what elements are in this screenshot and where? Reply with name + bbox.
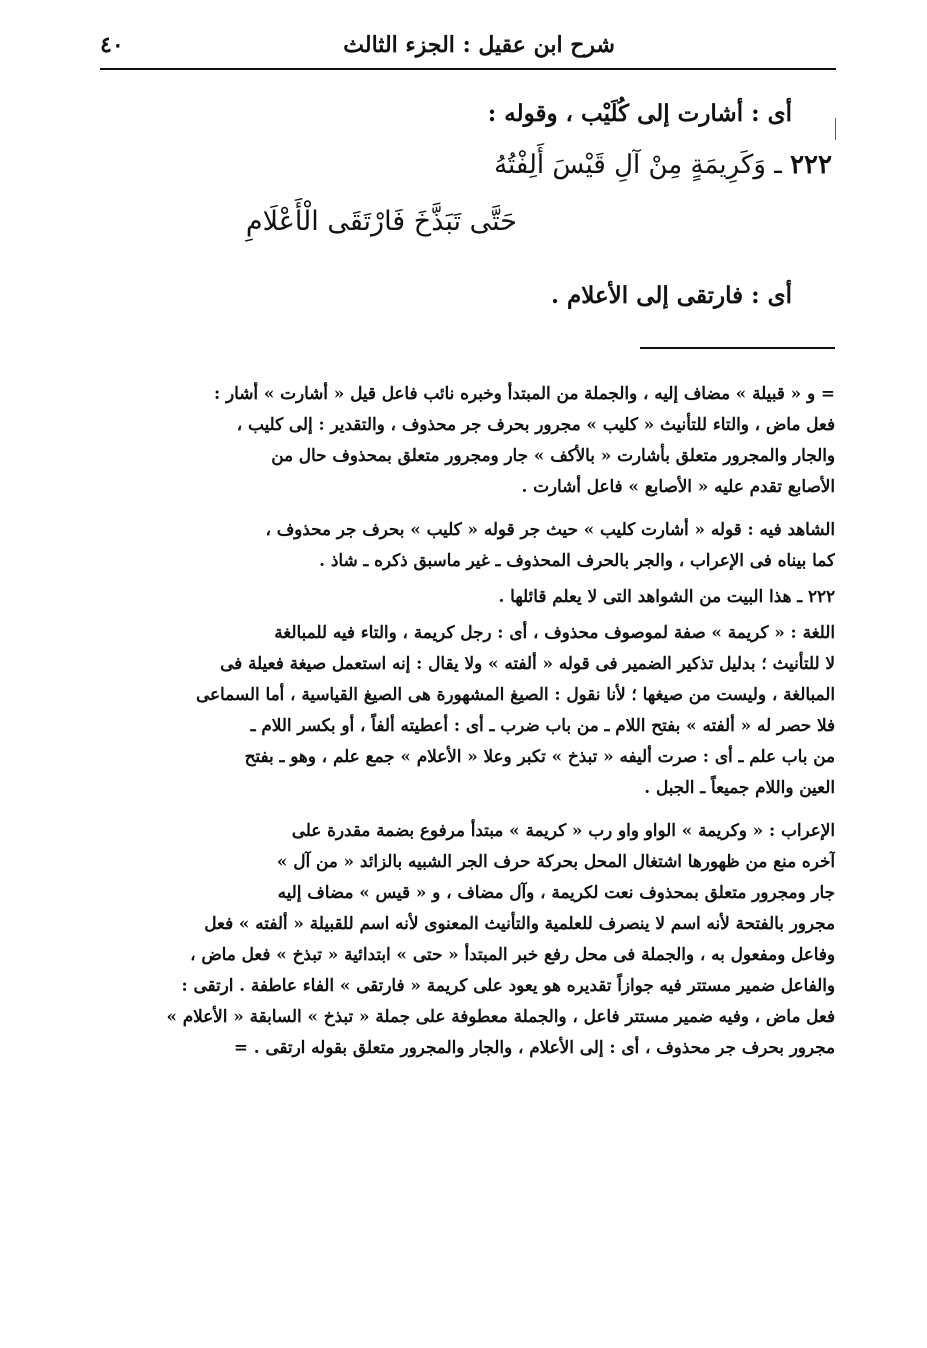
footnote-line: والفاعل ضمير مستتر فيه جوازاً تقديره هو يعود على كريمة « فارتقى » الفاء عاطفة . ارتقى : — [181, 975, 835, 995]
footnote-line: لا للتأنيث ؛ بدليل تذكير الضمير فى قوله « ألفته » ولا يقال : إنه استعمل صيغة فعيلة فى — [220, 653, 835, 673]
footnote-line: فلا حصر له « ألفته » بفتح اللام ـ من باب ضرب ـ أى : أعطيته ألفاً ، أو بكسر اللام ـ — [250, 715, 835, 735]
footnote-line: من باب علم ـ أى : صرت أليفه « تبذخ » تكبر وعلا « الأعلام » جمع علم ، وهو ـ بفتح — [244, 746, 835, 766]
footnote-line: وفاعل ومفعول به ، والجملة فى محل رفع خبر المبتدأ « حتى » ابتدائية « تبذخ » فعل ماض ، — [190, 944, 835, 964]
verse-second-hemistich: حَتَّى تَبَذَّخَ فَارْتَقَى الْأَعْلَامِ — [245, 206, 517, 237]
footnote-line: فعل ماض ، والتاء للتأنيث « كليب » مجرور بحرف جر محذوف ، والتقدير : إلى كليب ، — [236, 414, 835, 434]
footnote-irab — [90, 815, 835, 1063]
footnote-shahid — [90, 514, 835, 576]
page-number: ٤٠ — [100, 32, 124, 58]
footnotes — [90, 378, 835, 1063]
footnote-line: مجرور بالفتحة لأنه اسم لا ينصرف للعلمية والتأنيث المعنوى لأنه اسم للقبيلة « ألفته » فعل — [204, 913, 835, 933]
footnote-line: = و « قبيلة » مضاف إليه ، والجملة من المبتدأ وخبره نائب فاعل قيل « أشارت » أشار : — [214, 383, 835, 403]
verse-number: ٢٢٢ — [790, 150, 832, 180]
footnote-line: الإعراب : « وكريمة » الواو واو رب « كريمة » مبتدأ مرفوع بضمة مقدرة على — [291, 820, 835, 840]
footnote-line: ٢٢٢ ـ هذا البيت من الشواهد التى لا يعلم قائلها . — [498, 586, 835, 606]
verse-gloss: أى : فارتقى إلى الأعلام . — [550, 282, 792, 309]
footnote-continuation — [90, 378, 835, 502]
running-header — [100, 26, 830, 66]
running-title: شرح ابن عقيل : الجزء الثالث — [343, 32, 615, 58]
footnote-line: اللغة : « كريمة » صفة لموصوف محذوف ، أى : رجل كريمة ، والتاء فيه للمبالغة — [274, 622, 835, 642]
footnote-lugha — [90, 617, 835, 803]
verse-hemistich-1-text: ـ وَكَرِيمَةٍ مِنْ آلِ قَيْسَ أَلِفْتُهُ — [494, 150, 782, 180]
footnote-line: مجرور بحرف جر محذوف ، أى : إلى الأعلام ، والجار والمجرور متعلق بقوله ارتقى . = — [233, 1037, 835, 1057]
footnote-rule — [640, 347, 835, 349]
footnote-line: كما بيناه فى الإعراب ، والجر بالحرف المحذوف ـ غير ماسبق ذكره ـ شاذ . — [319, 550, 835, 570]
footnote-line: والجار والمجرور متعلق بأشارت « بالأكف » جار ومجرور متعلق بمحذوف حال من — [271, 445, 835, 465]
header-rule — [100, 68, 836, 70]
footnote-line: المبالغة ، وليست من صيغها ؛ لأنا نقول : الصيغ المشهورة هى الصيغ القياسية ، أما السماعى — [196, 684, 835, 704]
footnote-line: آخره منع من ظهورها اشتغال المحل بحركة حرف الجر الشبيه بالزائد « من آل » — [276, 851, 835, 871]
footnote-line: جار ومجرور متعلق بمحذوف نعت لكريمة ، وآل مضاف ، و « قيس » مضاف إليه — [277, 882, 835, 902]
footnote-line: العين واللام جميعاً ـ الجبل . — [644, 777, 835, 797]
footnote-line: فعل ماض ، وفيه ضمير مستتر فاعل ، والجملة معطوفة على جملة « تبذخ » السابقة « الأعلام » — [166, 1006, 835, 1026]
footnote-source — [90, 581, 835, 612]
footnote-line: الشاهد فيه : قوله « أشارت كليب » حيث جر قوله « كليب » بحرف جر محذوف ، — [265, 519, 835, 539]
verse-first-hemistich — [494, 150, 832, 180]
footnote-line: الأصابع تقدم عليه « الأصابع » فاعل أشارت . — [521, 476, 835, 496]
margin-mark — [835, 118, 836, 140]
intro-text: أى : أشارت إلى كُلَيْب ، وقوله : — [487, 100, 792, 127]
